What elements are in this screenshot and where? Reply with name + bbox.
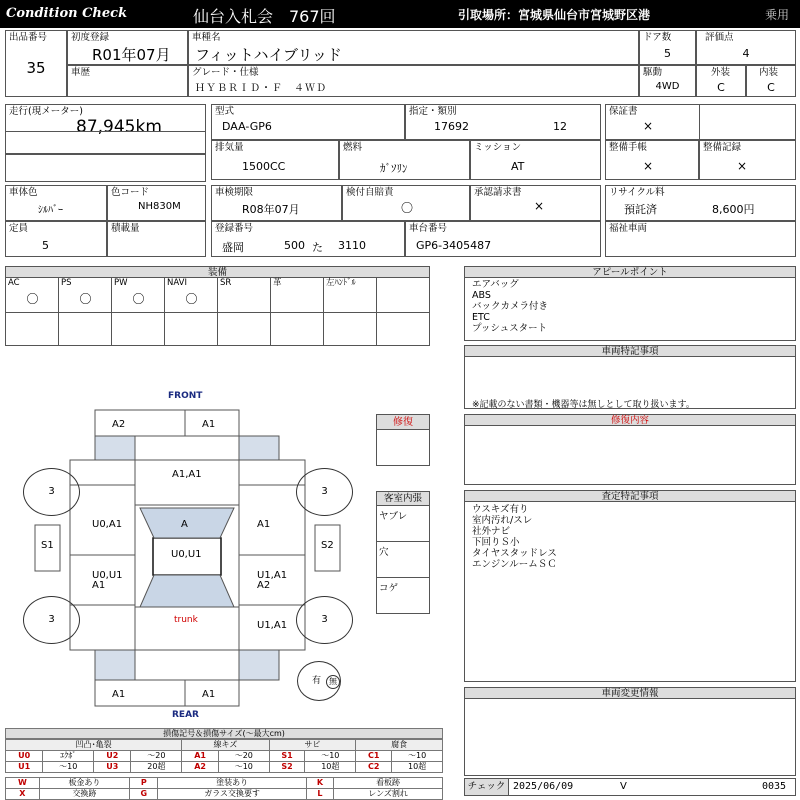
legend-code: P bbox=[130, 778, 158, 789]
legend-title: 損傷記号＆損傷サイズ(〜最大cm) bbox=[5, 728, 443, 739]
first-reg-value: R01年07月 bbox=[92, 46, 171, 64]
rear-bumper-left: A1 bbox=[112, 689, 126, 700]
spare-label: 有 bbox=[312, 676, 322, 686]
inspection-note-item: ウスキズ有り bbox=[472, 504, 529, 515]
legend-code: U2 bbox=[94, 751, 131, 762]
legend-code: X bbox=[6, 789, 40, 800]
equipment-mark: 〇 bbox=[79, 292, 92, 306]
displacement-label: 排気量 bbox=[215, 142, 244, 153]
right-step-damage: S2 bbox=[321, 540, 334, 551]
interior-value: C bbox=[767, 81, 775, 94]
interior-item: ヤブレ bbox=[377, 506, 429, 542]
hood-damage: A1,A1 bbox=[172, 469, 202, 480]
inspection-notes-list bbox=[472, 504, 557, 570]
legend-desc: 〜20 bbox=[131, 751, 182, 762]
chassis-box bbox=[405, 221, 601, 257]
repair-panel bbox=[464, 414, 796, 485]
app-title: Condition Check bbox=[6, 6, 128, 21]
lot-label: 出品番号 bbox=[9, 32, 48, 43]
mission-label: ミッション bbox=[474, 142, 522, 153]
exterior-value: C bbox=[717, 81, 725, 94]
legend-code: A1 bbox=[182, 751, 219, 762]
title-bar bbox=[0, 0, 800, 28]
equipment-mark: 〇 bbox=[26, 292, 39, 306]
color-value: ｼﾙﾊﾞｰ bbox=[38, 205, 63, 216]
inspection-notes-title: 査定特記事項 bbox=[465, 491, 795, 502]
appeal-item: バックカメラ付き bbox=[472, 301, 549, 312]
grade-value: ＨＹＢＲＩＤ・Ｆ ４ＷＤ bbox=[195, 83, 327, 94]
appeal-item: ETC bbox=[472, 312, 490, 323]
mileage-sub-box bbox=[5, 154, 206, 182]
plate-label: 登録番号 bbox=[215, 223, 254, 234]
designation-box bbox=[405, 104, 601, 140]
legend-desc: レンズ割れ bbox=[334, 789, 443, 800]
color-box bbox=[5, 185, 107, 221]
check-mark: V bbox=[620, 781, 627, 792]
plate-area: 盛岡 bbox=[222, 241, 244, 254]
tire-front-left: 3 bbox=[23, 468, 80, 516]
insurance-value: 〇 bbox=[401, 201, 414, 215]
inspection-notes-panel bbox=[464, 490, 796, 682]
legend-desc: 板金あり bbox=[39, 778, 129, 789]
front-bumper-right: A1 bbox=[202, 419, 216, 430]
notes-panel bbox=[464, 345, 796, 409]
left-rear-door-damage-2: A1 bbox=[92, 580, 106, 591]
notes-text: ※記載のない書類・機器等は無しとして取り扱います。 bbox=[472, 400, 695, 410]
legend-desc: 〜10 bbox=[392, 751, 443, 762]
exterior-box bbox=[696, 65, 746, 97]
legend-code: C2 bbox=[356, 762, 392, 773]
equipment-label: NAVI bbox=[167, 278, 187, 288]
maint-record-box bbox=[699, 140, 796, 180]
equipment-label: SR bbox=[220, 278, 232, 288]
score-label: 評価点 bbox=[705, 32, 734, 43]
pickup-location: 引取場所：宮城県仙台市宮城野区港 bbox=[458, 8, 651, 22]
warranty-divider bbox=[699, 105, 700, 139]
approval-box bbox=[470, 185, 601, 221]
repair-mark-label: 修復 bbox=[377, 415, 429, 430]
maint-record-value: × bbox=[737, 159, 748, 173]
designation-label: 指定・類別 bbox=[409, 106, 457, 117]
class-value: 12 bbox=[553, 120, 567, 133]
legend-desc: 10超 bbox=[392, 762, 443, 773]
mileage-box bbox=[5, 104, 206, 154]
equipment-label: 左ﾊﾝﾄﾞﾙ bbox=[326, 278, 356, 288]
legend-code: A2 bbox=[182, 762, 219, 773]
legend-code: S2 bbox=[269, 762, 305, 773]
score-box bbox=[696, 30, 796, 65]
approval-value: × bbox=[534, 199, 545, 213]
fuel-box bbox=[339, 140, 470, 180]
recycle-amount: 8,600円 bbox=[712, 203, 755, 216]
model-name: フィットハイブリッド bbox=[195, 46, 342, 64]
tire-rear-right: 3 bbox=[296, 596, 353, 644]
plate-kana: た bbox=[312, 241, 323, 254]
appeal-title: アピールポイント bbox=[465, 267, 795, 278]
exterior-label: 外装 bbox=[711, 67, 731, 78]
grade-box bbox=[188, 65, 639, 97]
repair-mark-box bbox=[376, 414, 430, 466]
left-step-damage: S1 bbox=[41, 540, 54, 551]
check-label: チェック bbox=[465, 779, 509, 795]
capacity-label: 定員 bbox=[9, 223, 29, 234]
equipment-label: AC bbox=[8, 278, 20, 288]
recycle-status: 預託済 bbox=[624, 203, 657, 216]
displacement-box bbox=[211, 140, 339, 180]
legend-table bbox=[5, 739, 443, 773]
repair-title: 修復内容 bbox=[465, 415, 795, 426]
lot-number: 35 bbox=[26, 59, 46, 77]
plate-number: 3110 bbox=[338, 239, 366, 252]
insurance-label: 検付自賠責 bbox=[346, 187, 394, 198]
legend-code: U3 bbox=[94, 762, 131, 773]
appeal-item: エアバッグ bbox=[472, 279, 519, 290]
legend-code: S1 bbox=[269, 751, 305, 762]
equipment-panel bbox=[5, 266, 430, 346]
welfare-box bbox=[605, 221, 796, 257]
trunk-label: trunk bbox=[174, 615, 198, 625]
drive-box bbox=[639, 65, 696, 97]
interior-item: コゲ bbox=[377, 578, 429, 614]
interior-panel bbox=[376, 491, 430, 614]
chassis-label: 車台番号 bbox=[409, 223, 448, 234]
front-label: FRONT bbox=[168, 391, 203, 401]
legend-desc: 交換跡 bbox=[39, 789, 129, 800]
color-code-box bbox=[107, 185, 206, 221]
color-label: 車体色 bbox=[9, 187, 38, 198]
equipment-label: 革 bbox=[273, 278, 282, 288]
interior-title: 客室内張 bbox=[377, 492, 429, 506]
legend-desc: 〜10 bbox=[218, 762, 269, 773]
mileage-label: 走行(現メーター) bbox=[9, 106, 83, 117]
type-value: DAA-GP6 bbox=[222, 120, 272, 133]
legend-desc: ｴｸﾎﾞ bbox=[43, 751, 94, 762]
first-reg-label: 初度登録 bbox=[71, 32, 110, 43]
approval-label: 承認請求書 bbox=[474, 187, 522, 198]
change-panel bbox=[464, 687, 796, 776]
drive-label: 駆動 bbox=[643, 67, 663, 78]
maint-book-value: × bbox=[643, 159, 654, 173]
plate-box bbox=[211, 221, 405, 257]
displacement-value: 1500CC bbox=[242, 160, 286, 173]
change-title: 車両変更情報 bbox=[465, 688, 795, 699]
legend-desc: 〜20 bbox=[218, 751, 269, 762]
cabin-damage: U0,U1 bbox=[171, 549, 202, 560]
category-label: 乗用 bbox=[765, 8, 790, 22]
type-label: 型式 bbox=[215, 106, 235, 117]
mission-box bbox=[470, 140, 601, 180]
appeal-item: ABS bbox=[472, 290, 491, 301]
rear-label: REAR bbox=[172, 710, 199, 720]
recycle-box bbox=[605, 185, 796, 221]
check-number: 0035 bbox=[762, 781, 787, 792]
legend-code: U1 bbox=[6, 762, 43, 773]
left-front-door-damage: U0,A1 bbox=[92, 519, 123, 530]
plate-class: 500 bbox=[284, 239, 305, 252]
recycle-label: リサイクル料 bbox=[609, 187, 665, 198]
history-label: 車歴 bbox=[71, 67, 91, 78]
equipment-mark: 〇 bbox=[132, 292, 145, 306]
welfare-label: 福祉車両 bbox=[609, 223, 648, 234]
mission-value: AT bbox=[511, 160, 525, 173]
right-front-door-damage: A1 bbox=[257, 519, 271, 530]
car-diagram bbox=[0, 385, 375, 725]
legend-desc: 〜10 bbox=[305, 751, 356, 762]
drive-value: 4WD bbox=[655, 81, 680, 92]
chassis-value: GP6-3405487 bbox=[416, 239, 492, 252]
interior-label: 内装 bbox=[759, 67, 779, 78]
legend-code: L bbox=[306, 789, 333, 800]
doors-box bbox=[639, 30, 696, 65]
type-box bbox=[211, 104, 405, 140]
fuel-label: 燃料 bbox=[343, 142, 363, 153]
legend-group: 凹凸･亀裂 bbox=[6, 740, 182, 751]
inspection-note-item: 下回りＳ小 bbox=[472, 537, 520, 548]
legend-code: K bbox=[306, 778, 333, 789]
equipment-label: PS bbox=[61, 278, 72, 288]
equipment-label: PW bbox=[114, 278, 128, 288]
right-rear-fender-damage: U1,A1 bbox=[257, 620, 288, 631]
spare-mark: 無 bbox=[326, 675, 340, 689]
auction-name: 仙台入札会 767回 bbox=[193, 7, 336, 26]
legend-code: U0 bbox=[6, 751, 43, 762]
doors-value: 5 bbox=[664, 47, 671, 60]
fuel-value: ｶﾞｿﾘﾝ bbox=[380, 162, 408, 175]
load-label: 積載量 bbox=[111, 223, 140, 234]
rear-bumper-right: A1 bbox=[202, 689, 216, 700]
right-rear-door-damage-2: A2 bbox=[257, 580, 271, 591]
inspection-note-item: 室内汚れ/スレ bbox=[472, 515, 533, 526]
color-code-label: 色コード bbox=[111, 187, 150, 198]
tire-rear-left: 3 bbox=[23, 596, 80, 644]
damage-legend bbox=[5, 728, 443, 800]
legend-desc: 塗装あり bbox=[158, 778, 306, 789]
capacity-box bbox=[5, 221, 107, 257]
warranty-box bbox=[605, 104, 796, 140]
equipment-title: 装備 bbox=[6, 267, 429, 278]
maint-book-box bbox=[605, 140, 699, 180]
lot-box bbox=[5, 30, 67, 97]
legend-group: 線キズ bbox=[182, 740, 269, 751]
check-date: 2025/06/09 bbox=[513, 781, 574, 792]
appeal-list bbox=[472, 279, 548, 334]
notes-title: 車両特記事項 bbox=[465, 346, 795, 357]
legend-desc: 〜10 bbox=[43, 762, 94, 773]
maint-book-label: 整備手帳 bbox=[609, 142, 648, 153]
legend-desc: 20超 bbox=[131, 762, 182, 773]
interior-grade-box bbox=[746, 65, 796, 97]
inspection-note-item: 社外ナビ bbox=[472, 526, 511, 537]
model-label: 車種名 bbox=[192, 32, 221, 43]
appeal-item: プッシュスタート bbox=[472, 323, 548, 334]
designation-value: 17692 bbox=[434, 120, 469, 133]
footer-bar bbox=[464, 778, 796, 796]
equipment-mark: 〇 bbox=[185, 292, 198, 306]
legend-group: 腐食 bbox=[356, 740, 443, 751]
insurance-box bbox=[342, 185, 470, 221]
left-rear-door-damage: U0,U1 bbox=[92, 570, 123, 581]
legend-desc: 10超 bbox=[305, 762, 356, 773]
model-box bbox=[188, 30, 639, 65]
roof-damage: A bbox=[181, 519, 188, 530]
doors-label: ドア数 bbox=[643, 32, 672, 43]
maint-record-label: 整備記録 bbox=[703, 142, 742, 153]
inspection-note-item: エンジンルームＳＣ bbox=[472, 559, 557, 570]
right-rear-door-damage: U1,A1 bbox=[257, 570, 288, 581]
legend-desc: 看板跡 bbox=[334, 778, 443, 789]
warranty-label: 保証書 bbox=[609, 106, 638, 117]
grade-label: グレード・仕様 bbox=[192, 67, 259, 78]
score-value: 4 bbox=[742, 47, 750, 60]
mileage-value: 87,945km bbox=[76, 117, 162, 137]
interior-item: 穴 bbox=[377, 542, 429, 578]
load-box bbox=[107, 221, 206, 257]
inspection-label: 車検期限 bbox=[215, 187, 254, 198]
inspection-note-item: タイヤスタッドレス bbox=[472, 548, 557, 559]
legend-code: G bbox=[130, 789, 158, 800]
legend-group: サビ bbox=[269, 740, 356, 751]
legend-table-2 bbox=[5, 777, 443, 800]
tire-front-right: 3 bbox=[296, 468, 353, 516]
front-bumper-left: A2 bbox=[112, 419, 126, 430]
legend-code: W bbox=[6, 778, 40, 789]
history-box bbox=[67, 65, 188, 97]
equipment-row-divider bbox=[6, 312, 429, 313]
capacity-value: 5 bbox=[42, 239, 49, 252]
appeal-panel bbox=[464, 266, 796, 341]
inspection-value: R08年07月 bbox=[242, 203, 300, 216]
inspection-box bbox=[211, 185, 342, 221]
first-reg-box bbox=[67, 30, 188, 65]
color-code-value: NH830M bbox=[138, 201, 181, 212]
legend-code: C1 bbox=[356, 751, 392, 762]
mileage-divider bbox=[6, 131, 205, 132]
warranty-value: × bbox=[643, 119, 654, 133]
legend-desc: ガラス交換要す bbox=[158, 789, 306, 800]
